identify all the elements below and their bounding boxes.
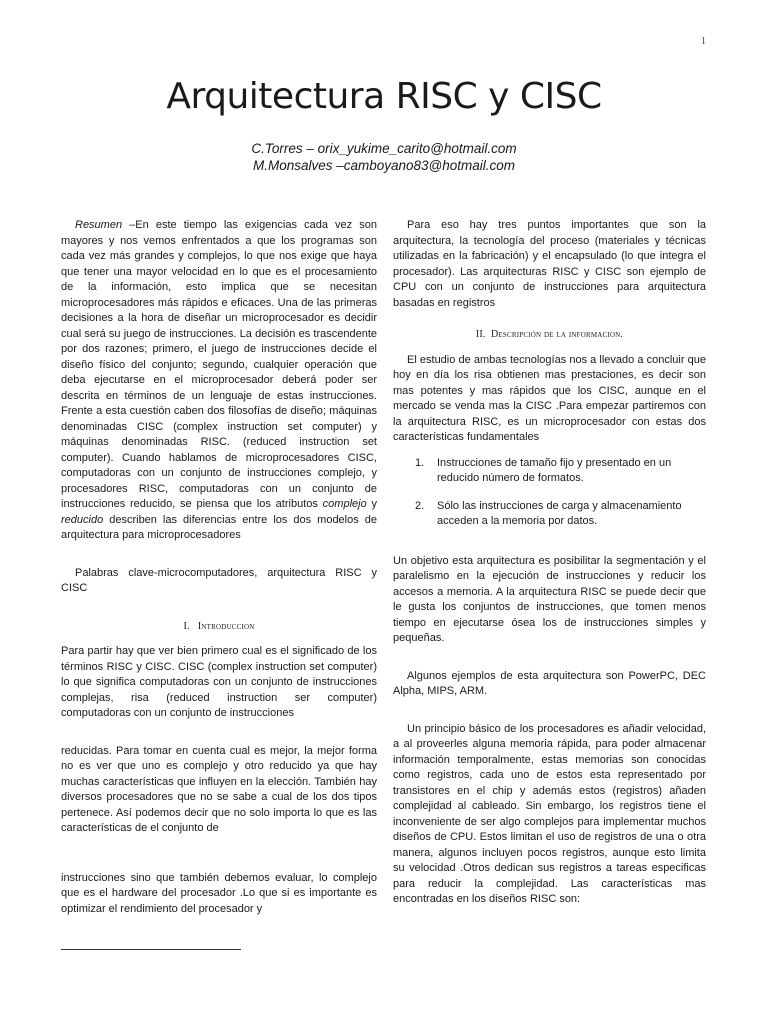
list-item-number: 2. — [415, 499, 425, 512]
abstract-text: –En este tiempo las exigencias cada vez son mayores y nos vemos enfrentados a que los programas son cada vez más grandes y complejos, lo que nos exige que haya que tener una mayor velocidad en lo que es el procesamiento de la información, esto implica que se necesitan microprocesadores más rápidos e eficaces. Una de las primeras decisiones a la hora de diseñar un microprocesador es decidir cual será su juego de instrucciones. La decisión es trascendente por dos razones; primero, el juego de instrucciones decide el diseño físico del conjunto; segundo, cualquier operación que deba ejecutarse en el microprocesador deberá poder ser descrita en términos de un lenguaje de estas instrucciones. Frente a esta cuestión caben dos filosofías de diseño; máquinas denominadas CISC (complex instruction set computer) y máquinas denominadas RISC. (reduced instruction set computer). Cuando hablamos de microprocesadores CISC, computadoras con un conjunto de instrucciones complejo, y procesadores RISC, computadoras con un conjunto de instrucciones reducido, se piensa que los atributos — [61, 219, 377, 510]
list-item-number: 1. — [415, 456, 425, 469]
abstract-italic-term: reducido — [61, 513, 104, 526]
author-line: C.Torres – orix_yukime_carito@hotmail.com — [251, 141, 517, 156]
right-column — [393, 218, 706, 908]
body-paragraph: instrucciones sino que también debemos evaluar, lo complejo que es el hardware del procesador .Lo que si es importante es optimizar el rendimiento del procesador y — [61, 871, 377, 915]
abstract-italic-term: complejo — [322, 498, 367, 510]
left-column — [61, 218, 377, 917]
list-item-text: Sólo las instrucciones de carga y almacenamiento acceden a la memoria por datos. — [437, 499, 682, 527]
paper-title: Arquitectura RISC y CISC — [166, 76, 602, 117]
body-paragraph: Para partir hay que ver bien primero cual es el significado de los términos RISC y CISC. CISC (complex instruction set computer) lo que significa computadoras con un conjunto de instrucciones complejas, risa (reduced instruction ser computer) computadoras con un conjunto de instrucciones — [61, 645, 377, 719]
feature-list — [393, 456, 706, 530]
list-item — [393, 456, 706, 487]
list-item-text: Instrucciones de tamaño fijo y presentado en un reducido número de formatos. — [437, 456, 672, 484]
body-paragraph: El estudio de ambas tecnologías nos a llevado a concluir que hoy en día los risa obtienen mas prestaciones, es decir son mas potentes y mas rápidos que los CISC, aunque en el mercado se venda mas la CISC .Para empezar partiremos con la arquitectura RISC, es un microprocesador con estas dos características fundamentales — [393, 353, 706, 443]
page-number: 1 — [701, 36, 706, 47]
abstract-label: Resumen — [75, 219, 123, 231]
abstract-paragraph — [61, 218, 377, 544]
keywords-paragraph: Palabras clave-microcomputadores, arquitectura RISC y CISC — [61, 566, 377, 594]
list-item — [393, 499, 706, 530]
body-paragraph: Un objetivo esta arquitectura es posibilitar la segmentación y el paralelismo en la ejecución de instrucciones y reducir los accesos a memoria. A la arquitectura RISC se puede decir que le gusta los conjuntos de instrucciones, que tomen menos tiempo en ejecutarse ósea los de instrucciones simples y pequeñas. — [393, 554, 706, 644]
section-heading-descripcion — [393, 327, 706, 343]
abstract-joiner: y — [366, 498, 377, 510]
section-heading-introduccion — [61, 619, 377, 635]
body-paragraph: Para eso hay tres puntos importantes que son la arquitectura, la tecnología del proceso (materiales y técnicas utilizadas en la fabricación) y el encapsulado (lo que integra el procesador). Las arquitecturas RISC y CISC son ejemplo de CPU con un conjunto de instrucciones para arquitectura basadas en registros — [393, 219, 706, 309]
section-title: Descripción de la informacion. — [491, 329, 624, 340]
section-numeral: I. — [183, 620, 190, 632]
abstract-tail: describen las diferencias entre los dos modelos de arquitectura para microprocesadores — [61, 513, 377, 541]
author-block — [0, 140, 768, 174]
body-paragraph: Un principio básico de los procesadores es añadir velocidad, a al proveerles alguna memoria rápida, para poder almacenar información temporalmente, estas memorias son conocidas como registros, cada uno de estos esta representado por transistores en el chip y además estos (registros) añaden complejidad al cableado. Sin embargo, los registros tiene el inconveniente de ser algo complejos para implementar muchos diseños de CPU. Estos limitan el uso de registros de una o otra manera, algunos incluyen pocos registros, aunque esto limita su velocidad .Otros dedican sus registros a tareas especificas para reducir la complejidad. Las características mas encontradas en los diseños RISC son: — [393, 722, 706, 905]
author-line: M.Monsalves –camboyano83@hotmail.com — [252, 158, 516, 173]
footnote-rule — [61, 949, 241, 950]
section-title: Introduccion — [197, 620, 255, 632]
body-paragraph: reducidas. Para tomar en cuenta cual es mejor, la mejor forma no es ver que uno es complejo y otro reducido ya que hay muchas características que influyen en la elección. También hay diversos procesadores que no se sabe a cual de los dos tipos pertenece. Así podemos decir que no solo importa lo que es las características de el conjunto de — [61, 744, 377, 834]
body-paragraph: Algunos ejemplos de esta arquitectura son PowerPC, DEC Alpha, MIPS, ARM. — [393, 669, 706, 697]
section-numeral: II. — [475, 329, 486, 340]
